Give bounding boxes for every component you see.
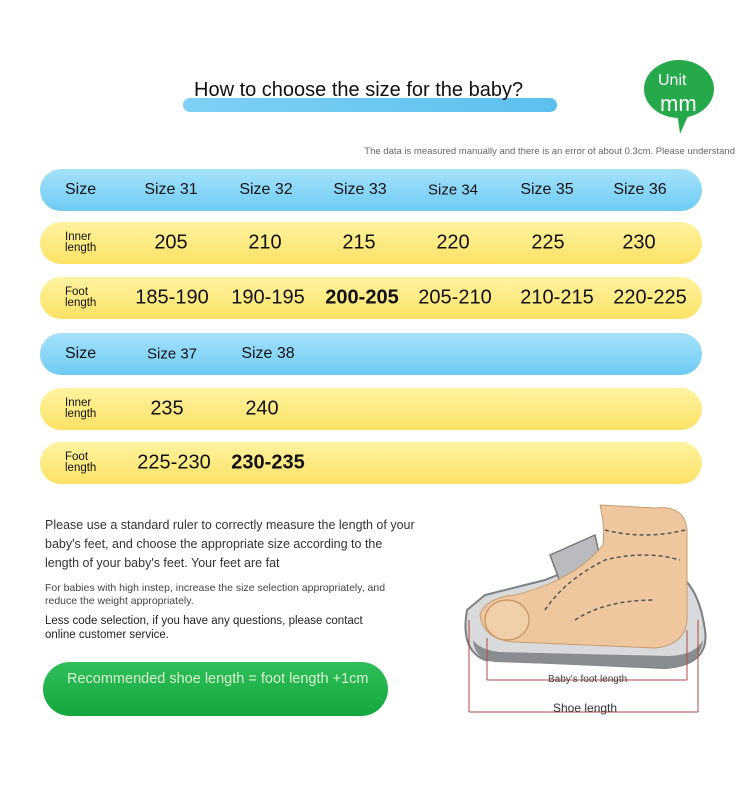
size-cell: Size 34	[427, 181, 479, 199]
inner-length-cell: 225	[531, 231, 565, 254]
page-title: How to choose the size for the baby?	[194, 79, 524, 101]
foot-length-label: Foot length	[65, 286, 97, 309]
size-cell: Size 31	[144, 181, 198, 198]
unit-value: mm	[660, 91, 697, 116]
size-cell: Size 35	[520, 181, 574, 198]
foot-length-cell: 185-190	[135, 286, 209, 309]
foot-length-cell: 210-215	[520, 286, 594, 309]
inner-length-cell: 220	[436, 231, 470, 254]
inner-length-cell: 215	[342, 231, 376, 254]
size-cell: Size 36	[613, 181, 667, 198]
recommendation-text: Recommended shoe length = foot length +1cm	[67, 671, 369, 687]
shoe-foot-diagram-icon	[455, 500, 715, 720]
inner-length-label: Inner length	[65, 231, 97, 254]
unit-badge	[644, 60, 714, 120]
foot-length-cell: 225-230	[137, 451, 211, 474]
inner-length-cell: 210	[248, 231, 282, 254]
foot-length-cell: 220-225	[613, 286, 687, 309]
foot-length-cell: 230-235	[231, 451, 305, 474]
high-instep-note: For babies with high instep, increase the size selection appropriately, and reduce the weight appropriately.	[45, 582, 386, 607]
inner-length-row-2	[40, 388, 702, 430]
size-row-1	[40, 169, 702, 211]
size-cell: Size 32	[239, 181, 293, 198]
measuring-instructions: Please use a standard ruler to correctly measure the length of your baby's feet, and choose the appropriate size according to the length of your baby's feet. Your feet are fat	[45, 518, 415, 570]
size-cell: Size 33	[333, 181, 387, 198]
size-row-label: Size	[65, 181, 97, 198]
unit-label: Unit	[658, 72, 687, 89]
baby-foot-length-label: Baby's foot length	[548, 674, 628, 685]
recommendation-banner	[43, 662, 388, 716]
foot-length-cell: 200-205	[325, 286, 399, 309]
inner-length-cell: 230	[622, 231, 656, 254]
size-row-label: Size	[65, 345, 97, 362]
foot-length-label: Foot length	[65, 451, 97, 474]
measurement-note: The data is measured manually and there is an error of about 0.3cm. Please understand	[364, 146, 735, 157]
size-cell: Size 37	[146, 345, 198, 363]
foot-length-cell: 190-195	[231, 286, 305, 309]
inner-length-row-1	[40, 222, 702, 264]
inner-length-cell: 235	[150, 397, 184, 420]
foot-length-cell: 205-210	[418, 286, 492, 309]
inner-length-label: Inner length	[65, 397, 97, 420]
size-row-2	[40, 333, 702, 375]
foot-toe	[485, 600, 529, 640]
shoe-length-label: Shoe length	[553, 701, 618, 715]
contact-note: Less code selection, if you have any questions, please contact online customer service.	[45, 615, 363, 641]
foot-length-row-2	[40, 442, 702, 484]
foot-length-row-1	[40, 277, 702, 319]
inner-length-cell: 240	[245, 397, 279, 420]
inner-length-cell: 205	[154, 231, 188, 254]
size-cell: Size 38	[241, 345, 295, 362]
